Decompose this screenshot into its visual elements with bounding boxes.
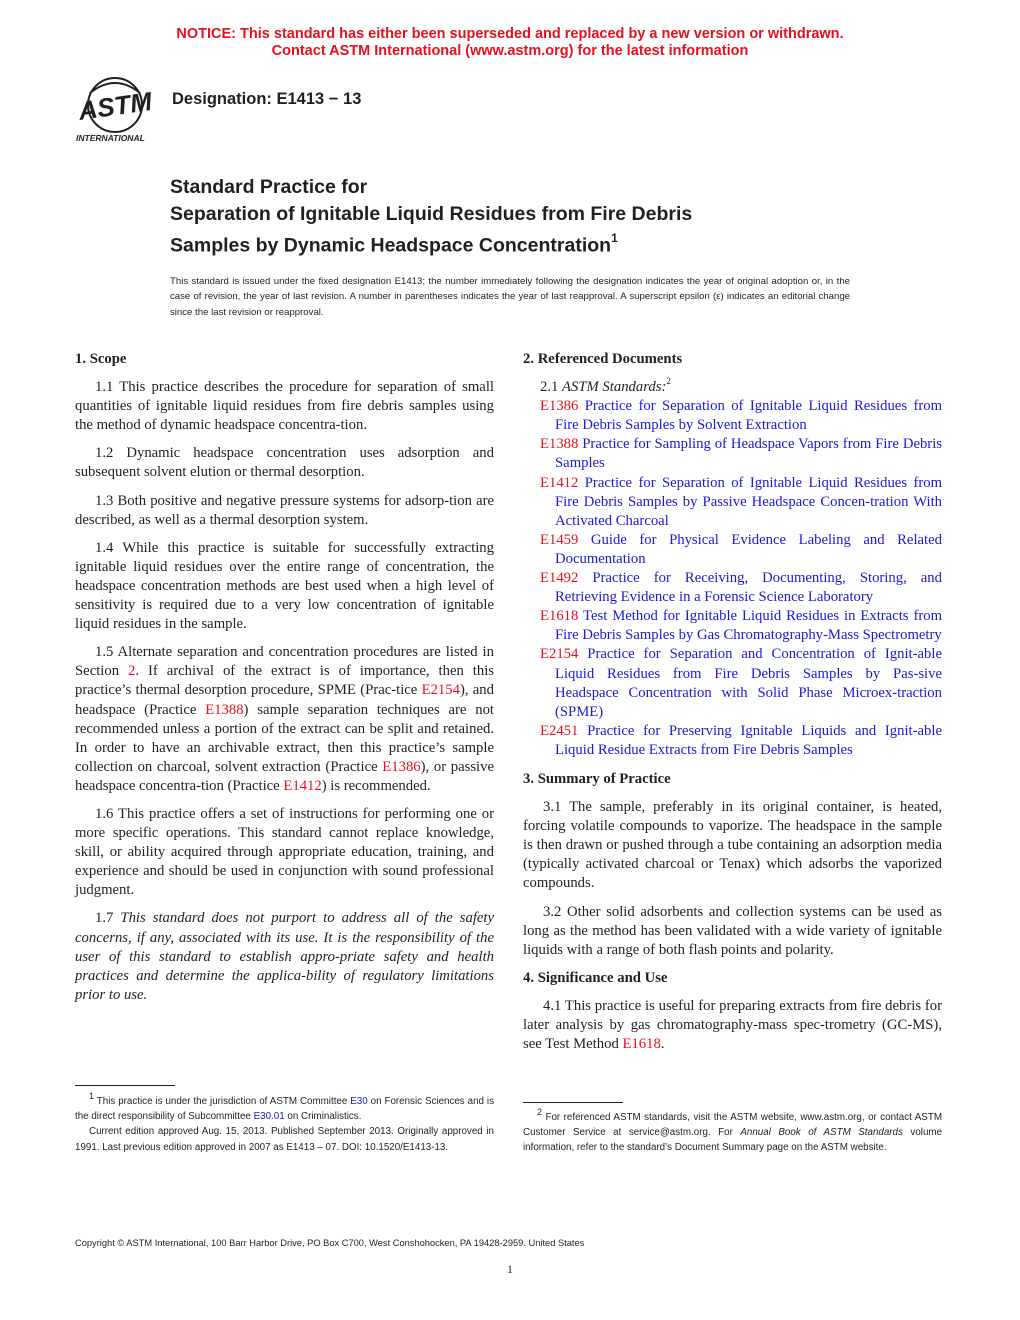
reference-item[interactable]: E1412 Practice for Separation of Ignitable Liquid Residues from Fire Debris Samples by Passive Headspace Concen-tration With Activated Charcoal (540, 474, 942, 529)
footnote-1: $^1$ This practice is under the jurisdiction of ASTM Committee E30 on Forensic Sciences and is the direct responsibility of Subcommittee E30.01 on Criminalistics. Current edition approved Aug. 15, 2013. Published September 2013. Originally approved in 1991. Last previous edition approved in 2007 as E1413 – 07. DOI: 10.1520/E1413-13. (75, 1090, 495, 1153)
section-2-link[interactable]: 2 (128, 663, 136, 680)
title-line-2: Separation of Ignitable Liquid Residues from Fire Debris (170, 202, 693, 225)
para-1-4: 1.4 While this practice is suitable for successfully extracting ignitable liquid residues over the entire range of concentration, the headspace concentration methods are best used when a high level of sensitivity is required due to a very low concentration of ignitable liquid residues in the sample. (75, 539, 494, 633)
para-1-6: 1.6 This practice offers a set of instructions for performing one or more specific operations. This standard cannot replace knowledge, skill, or ability acquired through appropriate education, training, and experience and should be used in conjunction with sound professional judgment. (75, 805, 494, 899)
footnote-rule-right (523, 1102, 623, 1103)
svg-text:ASTM: ASTM (76, 86, 154, 126)
reference-item[interactable]: E1388 Practice for Sampling of Headspace Vapors from Fire Debris Samples (540, 436, 942, 472)
e1412-link[interactable]: E1412 (283, 777, 322, 794)
reference-item[interactable]: E1492 Practice for Receiving, Documenting, Storing, and Retrieving Evidence in a Forensic Science Laboratory (540, 570, 942, 606)
section-4-heading: 4. Significance and Use (523, 969, 668, 986)
para-1-5: 1.5 Alternate separation and concentration procedures are listed in Section 2. If archival of the extract is of importance, then this practice’s thermal desorption procedure, SPME (Prac-tice E2154), and headspace (Practice E1388) sample separation techniques are not recommended unless a portion of the extract can be split and retained. In order to have an archivable extract, then this practice’s sample collection on charcoal, solvent extraction (Practice E1386), or passive headspace concentra-tion (Practice E1412) is recommended. (75, 644, 495, 794)
reference-list (523, 397, 942, 760)
para-4-1: 4.1 This practice is useful for preparing extracts from fire debris for later analysis by gas chromatography-mass spec-trometry (GC-MS), see Test Method E1618. (523, 997, 942, 1053)
designation: Designation: E1413 − 13 (172, 90, 362, 108)
reference-item[interactable]: E2451 Practice for Preserving Ignitable Liquids and Ignit-able Liquid Residue Extracts from Fire Debris Samples (540, 722, 942, 758)
para-3-1: 3.1 The sample, preferably in its original container, is heated, forcing volatile compounds to vaporize. The headspace in the sample is then drawn or pushed through a tube containing an adsorption media (typically activated charcoal or Tenax) which adsorbs the vaporized compounds. (523, 799, 942, 892)
section-1-heading: 1. Scope (75, 351, 127, 367)
e1388-link[interactable]: E1388 (205, 701, 244, 718)
para-1-3: 1.3 Both positive and negative pressure systems for adsorp-tion are described, as well as a thermal desorption system. (75, 492, 494, 528)
footnote-2: $^2$ For referenced ASTM standards, visit the ASTM website, www.astm.org, or contact ASTM Customer Service at service@astm.org. For Annual Book of ASTM Standards volume information, refer to the standard’s Document Summary page on the ASTM website. (523, 1106, 943, 1154)
svg-text:INTERNATIONAL: INTERNATIONAL (76, 133, 145, 143)
e30-link[interactable]: E30 (350, 1096, 368, 1107)
para-1-2: 1.2 Dynamic headspace concentration uses adsorption and subsequent solvent elution or thermal desorption. (75, 445, 494, 481)
copyright: Copyright © ASTM International, 100 Barr Harbor Drive, PO Box C700, West Conshohocken, PA 19428-2959. United States (75, 1238, 585, 1248)
document-title (170, 174, 890, 259)
notice-line-1: NOTICE: This standard has either been superseded and replaced by a new version or withdrawn. (176, 26, 844, 42)
title-line-3: Samples by Dynamic Headspace Concentration$^1$ (170, 231, 618, 257)
right-column (523, 350, 942, 1063)
e2154-link[interactable]: E2154 (421, 682, 460, 699)
e1386-link[interactable]: E1386 (382, 758, 421, 775)
page-number: 1 (507, 1262, 513, 1276)
e30-01-link[interactable]: E30.01 (253, 1111, 285, 1123)
astm-logo (76, 75, 162, 147)
footnote-rule-left (75, 1085, 175, 1086)
withdrawal-notice (0, 26, 1020, 60)
section-3-heading: 3. Summary of Practice (523, 770, 671, 787)
e1618-link[interactable]: E1618 (622, 1036, 661, 1053)
reference-item[interactable]: E2154 Practice for Separation and Concentration of Ignit-able Liquid Residues from Fire Debris Samples by Pas-sive Headspace Concentration with Solid Phase Microex-traction (SPME) (540, 646, 942, 720)
section-2-heading: 2. Referenced Documents (523, 351, 683, 367)
para-2-1: 2.1 ASTM Standards:$^2$ (540, 376, 671, 396)
left-column (75, 350, 494, 1014)
reference-item[interactable]: E1386 Practice for Separation of Ignitable Liquid Residues from Fire Debris Samples by Solvent Extraction (540, 398, 942, 434)
para-1-1: 1.1 This practice describes the procedure for separation of small quantities of ignitable liquid residues from fire debris samples using the method of dynamic headspace concentra-tion. (75, 379, 494, 434)
issued-note: This standard is issued under the fixed designation E1413; the number immediately following the designation indicates the year of original adoption or, in the case of revision, the year of last revision. A number in parentheses indicates the year of last reapproval. A superscript epsilon (ε) indicates an editorial change since the last revision or reapproval. (170, 276, 850, 318)
title-line-1: Standard Practice for (170, 176, 368, 198)
reference-item[interactable]: E1618 Test Method for Ignitable Liquid Residues in Extracts from Fire Debris Samples by Gas Chromatography-Mass Spectrometry (540, 608, 942, 644)
title-footnote-mark: 1 (611, 231, 618, 245)
para-3-2: 3.2 Other solid adsorbents and collection systems can be used as long as the method has been validated with a wide variety of ignitable liquids with a range of both flash points and polarity. (523, 903, 942, 958)
reference-item[interactable]: E1459 Guide for Physical Evidence Labeling and Related Documentation (540, 531, 942, 567)
para-1-7: 1.7 This standard does not purport to address all of the safety concerns, if any, associated with its use. It is the responsibility of the user of this standard to establish appro-priate safety and health practices and determine the applica-bility of regulatory limitations prior to use. (75, 910, 495, 1003)
notice-line-2: Contact ASTM International (www.astm.org) for the latest information (271, 43, 749, 59)
